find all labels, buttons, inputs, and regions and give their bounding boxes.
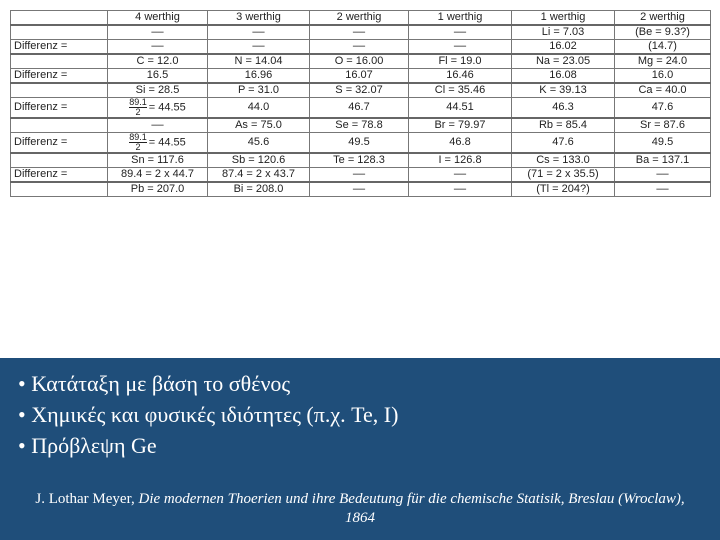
table-cell: Pb = 207.0 [108,182,208,197]
column-header: 2 werthig [310,11,409,26]
row-label: Differenz = [11,98,108,119]
table-cell: Ba = 137.1 [615,153,711,168]
table-cell: Bi = 208.0 [208,182,310,197]
table-cell: Cl = 35.46 [409,83,512,98]
difference-row [11,98,711,119]
element-row [11,118,711,133]
table-cell: Sb = 120.6 [208,153,310,168]
table-cell: Li = 7.03 [512,25,615,40]
table-cell: Na = 23.05 [512,54,615,69]
table-cell: As = 75.0 [208,118,310,133]
citation-title: Die modernen Thoerien und ihre Bedeutung für die chemische Statisik, Breslau (Wroclaw), 1864 [138,491,685,526]
row-label [11,25,108,40]
bullet-item: • Πρόβλεψη Ge [18,430,398,461]
table-cell: 16.5 [108,69,208,84]
table-cell [108,98,208,119]
table-cell: Ca = 40.0 [615,83,711,98]
row-label [11,153,108,168]
table-cell: Si = 28.5 [108,83,208,98]
table-cell: (Be = 9.3?) [615,25,711,40]
table-cell: –– [208,40,310,55]
table-cell: 49.5 [615,133,711,154]
citation [20,490,700,528]
table-cell [108,133,208,154]
difference-row [11,40,711,55]
table-cell: 87.4 = 2 x 43.7 [208,168,310,183]
table-cell: 16.02 [512,40,615,55]
table-cell: 44.0 [208,98,310,119]
table-cell: O = 16.00 [310,54,409,69]
table-cell: (Tl = 204?) [512,182,615,197]
row-label: Differenz = [11,133,108,154]
table-cell: 49.5 [310,133,409,154]
table-cell: Sn = 117.6 [108,153,208,168]
table-cell: Se = 78.8 [310,118,409,133]
row-label [11,118,108,133]
difference-row [11,133,711,154]
table-cell: Sr = 87.6 [615,118,711,133]
table-cell: –– [208,25,310,40]
table-cell: –– [310,182,409,197]
column-header: 3 werthig [208,11,310,26]
table-cell: 16.0 [615,69,711,84]
table-header-row [11,11,711,26]
table-cell: –– [409,168,512,183]
fraction [129,98,147,117]
difference-row [11,168,711,183]
row-label [11,182,108,197]
table-cell: Cs = 133.0 [512,153,615,168]
table-cell: 47.6 [615,98,711,119]
element-row [11,153,711,168]
column-header: 1 werthig [409,11,512,26]
table-cell: –– [108,25,208,40]
table-cell: S = 32.07 [310,83,409,98]
element-row [11,25,711,40]
table-cell: Br = 79.97 [409,118,512,133]
element-row [11,83,711,98]
table-cell: –– [310,168,409,183]
table-cell: I = 126.8 [409,153,512,168]
table-cell: 16.08 [512,69,615,84]
table-cell: Te = 128.3 [310,153,409,168]
bullet-list [18,368,398,461]
table-cell: 89.4 = 2 x 44.7 [108,168,208,183]
fraction [129,133,147,152]
atomic-weight-table [10,10,711,197]
table-cell: Rb = 85.4 [512,118,615,133]
table-cell: 46.8 [409,133,512,154]
fraction-numerator: 89.1 [129,97,147,107]
table-cell: 16.46 [409,69,512,84]
fraction-denominator: 2 [135,107,141,117]
header-blank-cell [11,11,108,26]
column-header: 4 werthig [108,11,208,26]
table-cell: 47.6 [512,133,615,154]
row-label [11,54,108,69]
difference-row [11,69,711,84]
table-cell: 16.07 [310,69,409,84]
element-row [11,182,711,197]
row-label: Differenz = [11,40,108,55]
table-cell: 44.51 [409,98,512,119]
table-cell: –– [409,40,512,55]
table-cell: C = 12.0 [108,54,208,69]
table-cell: 46.3 [512,98,615,119]
row-label [11,83,108,98]
table-cell: 45.6 [208,133,310,154]
table-cell: N = 14.04 [208,54,310,69]
column-header: 2 werthig [615,11,711,26]
table-cell: Fl = 19.0 [409,54,512,69]
table-cell: –– [615,168,711,183]
table-cell: 46.7 [310,98,409,119]
table-cell: –– [409,25,512,40]
table-cell: Mg = 24.0 [615,54,711,69]
table-cell: (14.7) [615,40,711,55]
table-cell: –– [108,118,208,133]
cell-value: = 44.55 [148,101,186,114]
table-cell: –– [409,182,512,197]
cell-value: = 44.55 [148,136,186,149]
table-cell: P = 31.0 [208,83,310,98]
fraction-denominator: 2 [135,142,141,152]
table-cell: –– [310,25,409,40]
row-label: Differenz = [11,168,108,183]
element-row [11,54,711,69]
column-header: 1 werthig [512,11,615,26]
bullet-item: • Κατάταξη με βάση το σθένος [18,368,398,399]
table-cell: (71 = 2 x 35.5) [512,168,615,183]
table-cell: K = 39.13 [512,83,615,98]
table-cell: 16.96 [208,69,310,84]
citation-author: J. Lothar Meyer, [35,491,135,507]
row-label: Differenz = [11,69,108,84]
table-cell: –– [108,40,208,55]
table-cell: –– [310,40,409,55]
bullet-item: • Χημικές και φυσικές ιδιότητες (π.χ. Te, I) [18,399,398,430]
table-cell: –– [615,182,711,197]
fraction-numerator: 89.1 [129,132,147,142]
